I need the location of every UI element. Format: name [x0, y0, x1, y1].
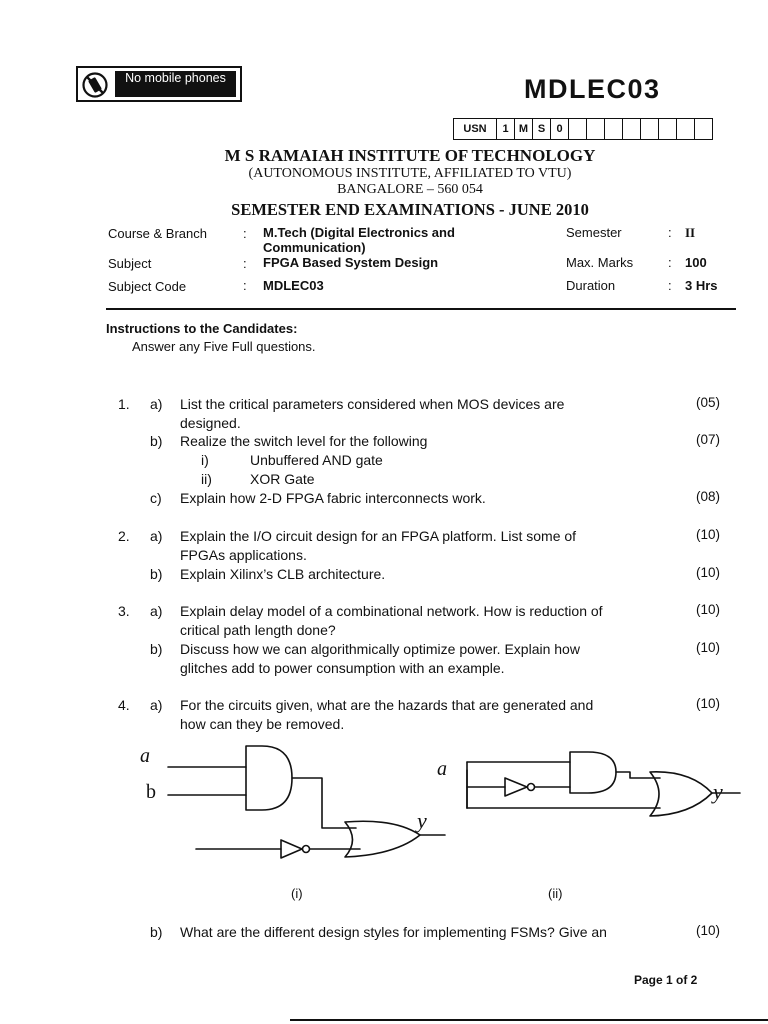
- marks: (10): [696, 696, 721, 711]
- circuit-ii-input-a: a: [437, 758, 447, 780]
- institute-location: BANGALORE – 560 054: [337, 182, 483, 197]
- inverter-gate: [505, 778, 527, 796]
- sub-part-label: i): [201, 452, 209, 468]
- question-text: Explain delay model of a combinational network. How is reduction of: [180, 603, 603, 619]
- marks: (10): [696, 602, 721, 617]
- circuit-i-output-y: y: [417, 808, 427, 833]
- question-number: 4.: [118, 697, 130, 713]
- question-text: FPGAs applications.: [180, 547, 307, 563]
- circuit-i-caption: (i): [291, 886, 303, 901]
- part-label: b): [150, 924, 163, 940]
- colon: :: [243, 278, 247, 293]
- marks: (05): [696, 395, 721, 410]
- instructions-text: Answer any Five Full questions.: [132, 339, 316, 354]
- institute-affiliation: (AUTONOMOUS INSTITUTE, AFFILIATED TO VTU): [248, 166, 572, 181]
- sub-part-text: Unbuffered AND gate: [250, 452, 383, 468]
- part-label: b): [150, 641, 163, 657]
- duration-label: Duration: [566, 278, 616, 293]
- colon: :: [668, 225, 672, 240]
- usn-cell: 0: [550, 119, 568, 139]
- and-gate: [570, 752, 616, 793]
- question-text: how can they be removed.: [180, 716, 345, 732]
- course-label: Course & Branch: [108, 226, 207, 241]
- question-text: Explain how 2-D FPGA fabric interconnects work.: [180, 490, 486, 506]
- exam-title: SEMESTER END EXAMINATIONS - JUNE 2010: [231, 200, 589, 219]
- colon: :: [668, 255, 672, 270]
- instructions-heading: Instructions to the Candidates:: [106, 321, 298, 336]
- question-text: For the circuits given, what are the hazards that are generated and: [180, 697, 594, 713]
- part-label: c): [150, 490, 162, 506]
- question-text: Explain the I/O circuit design for an FPGA platform. List some of: [180, 528, 577, 544]
- question-text: What are the different design styles for implementing FSMs? Give an: [180, 924, 607, 940]
- inverter-gate: [281, 840, 302, 858]
- circuit-i-input-a: a: [140, 745, 150, 767]
- part-label: b): [150, 566, 163, 582]
- question-number: 3.: [118, 603, 130, 619]
- marks: (10): [696, 527, 721, 542]
- colon: :: [243, 256, 247, 271]
- question-text: critical path length done?: [180, 622, 336, 638]
- paper-code: MDLEC03: [524, 74, 661, 104]
- circuit-i-input-b: b: [146, 781, 156, 803]
- subject-value: FPGA Based System Design: [263, 255, 439, 270]
- colon: :: [668, 278, 672, 293]
- page-number: Page 1 of 2: [634, 973, 698, 987]
- question-text: Explain Xilinx’s CLB architecture.: [180, 566, 386, 582]
- course-value-line2: Communication): [263, 240, 366, 255]
- part-label: a): [150, 697, 163, 713]
- institute-name: M S RAMAIAH INSTITUTE OF TECHNOLOGY: [224, 146, 596, 165]
- circuit-ii-output-y: y: [713, 779, 723, 804]
- and-gate: [246, 746, 292, 810]
- usn-label: USN: [463, 123, 487, 135]
- question-text: glitches add to power consumption with an example.: [180, 660, 505, 676]
- circuit-ii-caption: (ii): [548, 886, 563, 901]
- question-text: designed.: [180, 415, 241, 431]
- subject-code-value: MDLEC03: [263, 278, 324, 293]
- part-label: a): [150, 603, 163, 619]
- usn-cell: S: [532, 119, 550, 139]
- bottom-rule: [290, 1019, 768, 1021]
- usn-cell: M: [514, 119, 532, 139]
- usn-cell: 1: [496, 119, 514, 139]
- question-number: 2.: [118, 528, 130, 544]
- subject-code-label: Subject Code: [108, 279, 187, 294]
- marks: (10): [696, 923, 721, 938]
- course-value-line1: M.Tech (Digital Electronics and: [263, 225, 455, 240]
- inverter-bubble: [303, 846, 310, 853]
- question-text: Realize the switch level for the following: [180, 433, 428, 449]
- question-text: Discuss how we can algorithmically optimize power. Explain how: [180, 641, 580, 657]
- max-marks-label: Max. Marks: [566, 255, 634, 270]
- marks: (07): [696, 432, 721, 447]
- sub-part-label: ii): [201, 471, 212, 487]
- semester-value: II: [685, 225, 696, 240]
- question-number: 1.: [118, 396, 130, 412]
- circuit-i: [168, 746, 445, 858]
- and-output-wire: [292, 778, 356, 828]
- colon: :: [243, 226, 247, 241]
- part-label: a): [150, 396, 163, 412]
- no-mobile-text: No mobile phones: [115, 71, 236, 97]
- duration-value: 3 Hrs: [685, 278, 718, 293]
- max-marks-value: 100: [685, 255, 707, 270]
- semester-label: Semester: [566, 225, 622, 240]
- part-label: b): [150, 433, 163, 449]
- sub-part-text: XOR Gate: [250, 471, 315, 487]
- marks: (10): [696, 565, 721, 580]
- marks: (10): [696, 640, 721, 655]
- marks: (08): [696, 489, 721, 504]
- circuit-ii: [467, 752, 740, 816]
- part-label: a): [150, 528, 163, 544]
- inverter-bubble: [528, 784, 535, 791]
- or-gate: [345, 821, 420, 857]
- subject-label: Subject: [108, 256, 152, 271]
- question-text: List the critical parameters considered when MOS devices are: [180, 396, 565, 412]
